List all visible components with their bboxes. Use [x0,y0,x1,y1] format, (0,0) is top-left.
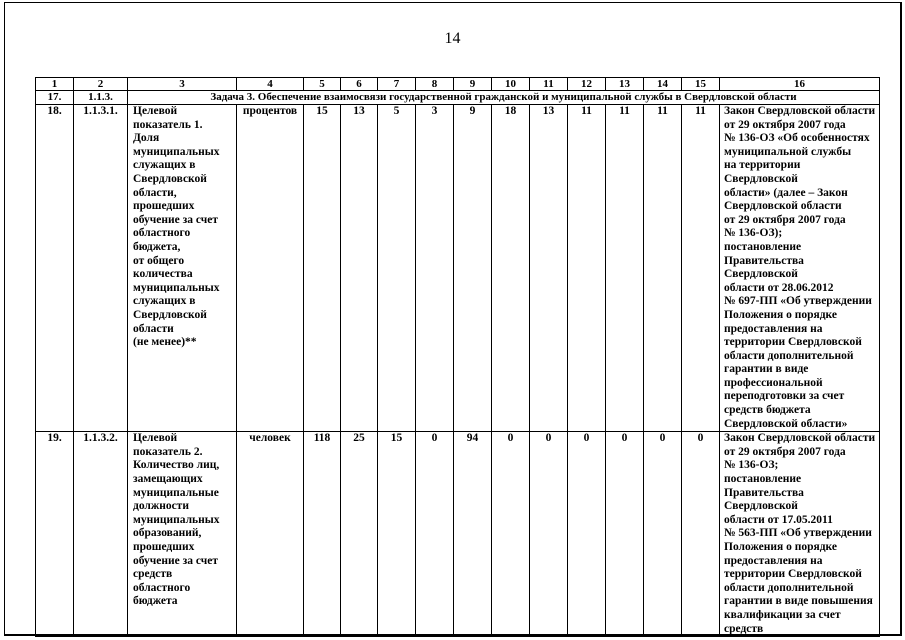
value-cell: 0 [644,432,682,637]
legal-source: Закон Свердловской области от 29 октября 2007 года № 136-ОЗ «Об особенностях муниципальной службы на территории Свердловской области» (далее – Закон Свердловской области от 29 октября 2007 года № 136-ОЗ); постановление Правительства Свердловской области от 28.06.2012 № 697-ПП «Об утверждении Положения о порядке предоставления на территории Свердловской области дополнительной гарантии в виде профессиональной переподготовки за счет средств бюджета Свердловской области» [720,105,880,432]
column-number: 16 [720,78,880,91]
column-number: 5 [304,78,341,91]
column-number-row [36,78,880,91]
row-code: 1.1.3.1. [74,105,128,432]
table-row [36,105,880,432]
value-cell: 0 [606,432,644,637]
column-number: 14 [644,78,682,91]
value-cell: 18 [492,105,530,432]
indicators-table [35,77,880,637]
unit: человек [237,432,304,637]
value-cell: 9 [454,105,492,432]
row-code: 1.1.3. [74,91,128,105]
legal-source: Закон Свердловской области от 29 октября 2007 года № 136-ОЗ; постановление Правительства Свердловской области от 17.05.2011 № 563-ПП «Об утверждении Положения о порядке предоставления на территории Свердловской области дополнительной гарантии в виде повышения квалификации за счет средств [720,432,880,637]
unit: процентов [237,105,304,432]
column-number: 11 [530,78,568,91]
row-number: 19. [36,432,74,637]
row-number: 17. [36,91,74,105]
table-row [36,432,880,637]
page-number: 14 [444,30,461,47]
value-cell: 5 [378,105,416,432]
value-cell: 0 [530,432,568,637]
column-number: 2 [74,78,128,91]
value-cell: 11 [606,105,644,432]
column-number: 12 [568,78,606,91]
value-cell: 15 [378,432,416,637]
column-number: 10 [492,78,530,91]
value-cell: 11 [644,105,682,432]
value-cell: 25 [341,432,378,637]
value-cell: 3 [416,105,454,432]
column-number: 8 [416,78,454,91]
column-number: 6 [341,78,378,91]
column-number: 15 [682,78,720,91]
column-number: 7 [378,78,416,91]
task-row [36,91,880,105]
value-cell: 0 [568,432,606,637]
column-number: 13 [606,78,644,91]
value-cell: 0 [492,432,530,637]
task-title: Задача 3. Обеспечение взаимосвязи государственной гражданской и муниципальной службы в Свердловской области [128,91,880,105]
column-number: 4 [237,78,304,91]
value-cell: 0 [416,432,454,637]
value-cell: 118 [304,432,341,637]
column-number: 3 [128,78,237,91]
value-cell: 13 [530,105,568,432]
row-code: 1.1.3.2. [74,432,128,637]
value-cell: 11 [682,105,720,432]
value-cell: 11 [568,105,606,432]
value-cell: 94 [454,432,492,637]
value-cell: 0 [682,432,720,637]
value-cell: 15 [304,105,341,432]
indicator-name: Целевой показатель 1. Доля муниципальных служащих в Свердловской области, прошедших обучение за счет областного бюджета, от общего количества муниципальных служащих в Свердловской области (не менее)** [128,105,237,432]
indicator-name: Целевой показатель 2. Количество лиц, замещающих муниципальные должности муниципальных образований, прошедших обучение за счет средств областного бюджета [128,432,237,637]
row-number: 18. [36,105,74,432]
value-cell: 13 [341,105,378,432]
column-number: 9 [454,78,492,91]
column-number: 1 [36,78,74,91]
